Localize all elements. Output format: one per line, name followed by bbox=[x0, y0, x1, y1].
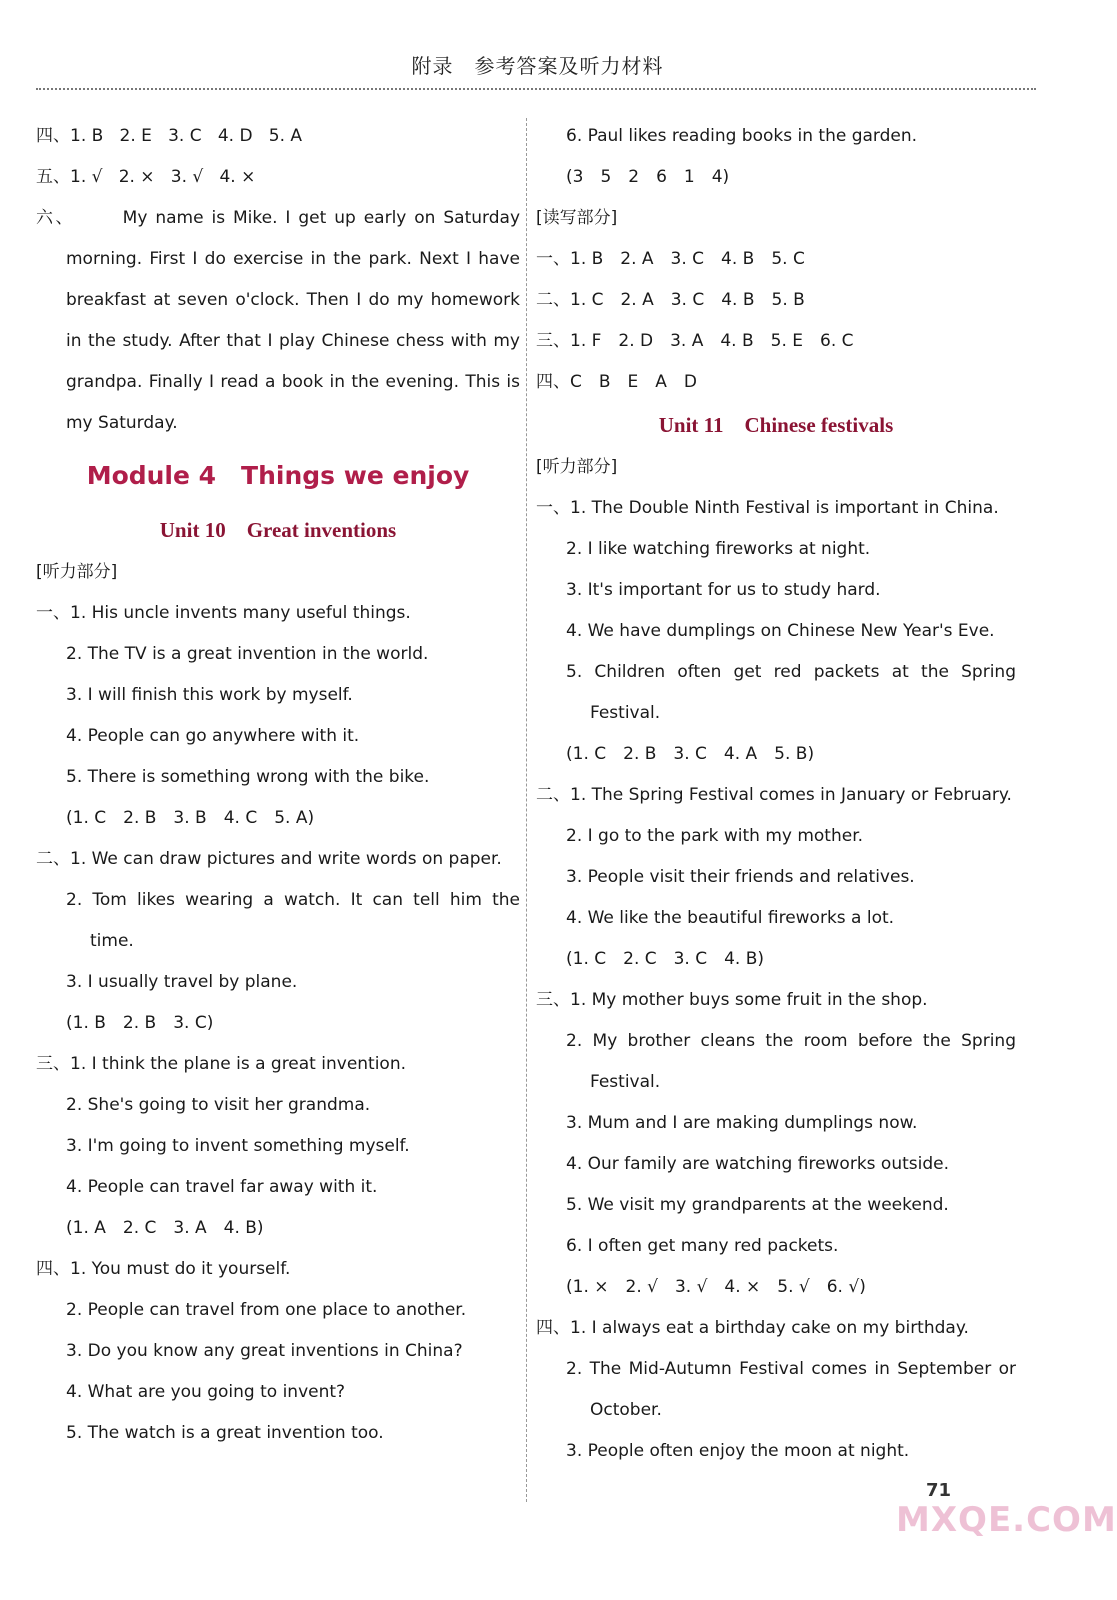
column-divider bbox=[526, 118, 527, 1502]
unit-title: Unit 10 Great inventions bbox=[159, 518, 397, 542]
answer-line: 三、1. My mother buys some fruit in the shop. bbox=[536, 990, 928, 1010]
essay-line: morning. First I do exercise in the park. Next I have bbox=[66, 249, 520, 269]
answer-line: 二、1. C 2. A 3. C 4. B 5. B bbox=[536, 290, 805, 310]
answer-line: 三、1. F 2. D 3. A 4. B 5. E 6. C bbox=[536, 331, 854, 351]
left-column bbox=[36, 116, 520, 1454]
module-title: Module 4 Things we enjoy bbox=[86, 461, 470, 490]
left-answer-list bbox=[36, 593, 520, 1454]
answer-line: 3. I usually travel by plane. bbox=[66, 972, 298, 992]
right-top-list bbox=[536, 116, 1016, 198]
right-column bbox=[536, 116, 1016, 1472]
answer-line: 3. Do you know any great inventions in China? bbox=[66, 1341, 463, 1361]
answer-line: 5. Children often get red packets at the Spring bbox=[566, 662, 1016, 682]
answer-line: 4. Our family are watching fireworks outside. bbox=[566, 1154, 949, 1174]
section-label: [听力部分] bbox=[36, 562, 118, 582]
answer-line: (1. C 2. B 3. C 4. A 5. B) bbox=[566, 744, 815, 764]
answer-line: 4. What are you going to invent? bbox=[66, 1382, 346, 1402]
answer-line: (1. A 2. C 3. A 4. B) bbox=[66, 1218, 264, 1238]
answer-item: 3. C bbox=[168, 126, 202, 146]
answer-line: time. bbox=[90, 931, 134, 951]
header-divider bbox=[36, 88, 1036, 90]
answer-line: Festival. bbox=[590, 1072, 661, 1092]
answer-line: 3. People visit their friends and relatives. bbox=[566, 867, 915, 887]
essay-line: grandpa. Finally I read a book in the evening. This is bbox=[66, 372, 520, 392]
answer-line: 4. People can go anywhere with it. bbox=[66, 726, 360, 746]
answer-line: 2. Tom likes wearing a watch. It can tell him the bbox=[66, 890, 520, 910]
reading-answer-list bbox=[536, 239, 1016, 403]
answer-line: 四、C B E A D bbox=[536, 372, 697, 392]
answer-line: 6. Paul likes reading books in the garden. bbox=[566, 126, 918, 146]
answer-line: 2. The Mid-Autumn Festival comes in September or bbox=[566, 1359, 1016, 1379]
watermark-logo: MXQE.COM bbox=[896, 1500, 1117, 1540]
answer-line: 一、1. B 2. A 3. C 4. B 5. C bbox=[536, 249, 805, 269]
answer-line: 3. I will finish this work by myself. bbox=[66, 685, 353, 705]
answer-item: 4. D bbox=[217, 126, 253, 146]
answer-line: 2. The TV is a great invention in the world. bbox=[66, 644, 429, 664]
answer-line: (1. C 2. C 3. C 4. B) bbox=[566, 949, 765, 969]
essay-line: in the study. After that I play Chinese chess with my bbox=[66, 331, 520, 351]
answer-line: 3. It's important for us to study hard. bbox=[566, 580, 881, 600]
answer-item: 4. × bbox=[219, 167, 256, 187]
answer-line: 3. Mum and I are making dumplings now. bbox=[566, 1113, 918, 1133]
answer-line: 二、1. The Spring Festival comes in January or February. bbox=[536, 785, 1012, 805]
answer-line: 4. We like the beautiful fireworks a lot. bbox=[566, 908, 895, 928]
answer-line: 4. We have dumplings on Chinese New Year's Eve. bbox=[566, 621, 995, 641]
answer-row-wu bbox=[36, 157, 520, 198]
answer-row-si bbox=[36, 116, 520, 157]
essay-line bbox=[36, 198, 520, 239]
answer-line: 一、1. His uncle invents many useful things. bbox=[36, 603, 411, 623]
page-header-title: 附录 参考答案及听力材料 bbox=[411, 54, 664, 78]
answer-line: (1. B 2. B 3. C) bbox=[66, 1013, 214, 1033]
section-label: [读写部分] bbox=[536, 208, 618, 228]
answer-line: (1. C 2. B 3. B 4. C 5. A) bbox=[66, 808, 315, 828]
answer-line: 2. She's going to visit her grandma. bbox=[66, 1095, 371, 1115]
answer-line: Festival. bbox=[590, 703, 661, 723]
answer-line: 三、1. I think the plane is a great invention. bbox=[36, 1054, 407, 1074]
answer-line: 3. I'm going to invent something myself. bbox=[66, 1136, 410, 1156]
answer-item: 四、1. B bbox=[36, 126, 104, 146]
answer-line: 4. People can travel far away with it. bbox=[66, 1177, 378, 1197]
answer-line: 2. My brother cleans the room before the Spring bbox=[566, 1031, 1016, 1051]
answer-line: 5. The watch is a great invention too. bbox=[66, 1423, 384, 1443]
answer-line: 2. I go to the park with my mother. bbox=[566, 826, 864, 846]
answer-item: 3. √ bbox=[170, 167, 204, 187]
page-number: 71 bbox=[926, 1480, 952, 1501]
answer-line: 二、1. We can draw pictures and write words on paper. bbox=[36, 849, 502, 869]
answer-item: 2. E bbox=[119, 126, 152, 146]
answer-line: (1. × 2. √ 3. √ 4. × 5. √ 6. √) bbox=[566, 1277, 866, 1297]
essay-label: 六、 bbox=[36, 208, 76, 228]
unit-title: Unit 11 Chinese festivals bbox=[658, 413, 894, 437]
answer-line: 四、1. I always eat a birthday cake on my birthday. bbox=[536, 1318, 969, 1338]
essay-line: breakfast at seven o'clock. Then I do my homework bbox=[66, 290, 520, 310]
answer-line: (3 5 2 6 1 4) bbox=[566, 167, 730, 187]
answer-line: 5. We visit my grandparents at the weekend. bbox=[566, 1195, 949, 1215]
section-label: [听力部分] bbox=[536, 457, 618, 477]
answer-line: 2. People can travel from one place to another. bbox=[66, 1300, 467, 1320]
answer-line: 6. I often get many red packets. bbox=[566, 1236, 839, 1256]
answer-line: 5. There is something wrong with the bike. bbox=[66, 767, 430, 787]
essay-line: my Saturday. bbox=[66, 413, 178, 433]
answer-item: 五、1. √ bbox=[36, 167, 103, 187]
answer-item: 5. A bbox=[268, 126, 303, 146]
answer-line: 四、1. You must do it yourself. bbox=[36, 1259, 291, 1279]
answer-item: 2. × bbox=[118, 167, 155, 187]
answer-line: October. bbox=[590, 1400, 662, 1420]
right-answer-list bbox=[536, 488, 1016, 1472]
answer-line: 3. People often enjoy the moon at night. bbox=[566, 1441, 910, 1461]
essay-text: My name is Mike. I get up early on Saturday bbox=[122, 208, 521, 228]
answer-line: 一、1. The Double Ninth Festival is important in China. bbox=[536, 498, 999, 518]
answer-line: 2. I like watching fireworks at night. bbox=[566, 539, 871, 559]
